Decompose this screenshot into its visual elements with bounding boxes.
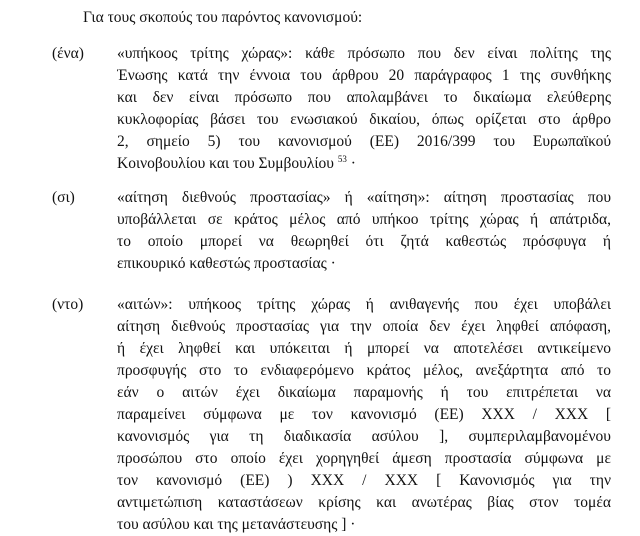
text-line-content: Κοινοβουλίου και του Συμβουλίου (117, 155, 334, 172)
text-line: προσώπου στο οποίο έχει χορηγηθεί άμεση προστασία σύμφωνα με (117, 450, 611, 467)
text-line: τον κανονισμό (ΕΕ) ) XXX / XXX [ Κανονισμός για την (117, 472, 611, 489)
definition-label: (ντο) (52, 296, 84, 313)
text-line: κανονισμός για τη διαδικασία ασύλου ], συμπεριλαμβανομένου (117, 428, 611, 445)
text-line: επικουρικό καθεστώς προστασίας · (117, 255, 336, 272)
text-line: αντιμετώπιση καταστάσεων κρίσης και ανωτέρας βίας στον τομέα (117, 494, 611, 511)
text-line: υποβάλλεται σε κράτος μέλος από υπήκοο τρίτης χώρας ή απάτριδα, (117, 211, 611, 228)
line-end-punctuation: · (346, 155, 356, 172)
text-line (117, 153, 611, 175)
text-line: κυκλοφορίας βάσει του ενωσιακού δικαίου, όπως ορίζεται στο άρθρο (117, 111, 611, 128)
definition-text (117, 294, 611, 536)
text-line: ή έχει ληφθεί και υπόκειται ή μπορεί να αποτελέσει αντικείμενο (117, 340, 611, 357)
definition-text (117, 43, 611, 175)
text-line: του ασύλου και της μετανάστευσης ] · (117, 516, 356, 533)
definition-label: (σι) (52, 189, 75, 206)
text-line: το οποίο μπορεί να θεωρηθεί ότι ζητά καθεστώς πρόσφυγα ή (117, 233, 611, 250)
text-line: εάν ο αιτών έχει δικαίωμα παραμονής ή του επιτρέπεται να (117, 384, 611, 401)
text-line: παραμείνει σύμφωνα με τον κανονισμό (ΕΕ) XXX / XXX [ (117, 406, 611, 423)
text-line: «αίτηση διεθνούς προστασίας» ή «αίτηση»: αίτηση προστασίας που (117, 189, 611, 206)
text-line: αίτηση διεθνούς προστασίας για την οποία δεν έχει ληφθεί απόφαση, (117, 318, 611, 335)
text-line: Ένωσης κατά την έννοια του άρθρου 20 παράγραφος 1 της συνθήκης (117, 67, 611, 84)
text-line: «υπήκοος τρίτης χώρας»: κάθε πρόσωπο που δεν είναι πολίτης της (117, 45, 611, 62)
text-line: «αιτών»: υπήκοος τρίτης χώρας ή ανιθαγενής που έχει υποβάλει (117, 296, 611, 313)
text-line: και δεν είναι πρόσωπο που απολαμβάνει το δικαίωμα ελεύθερης (117, 89, 611, 106)
footnote-marker: 53 (337, 154, 347, 164)
definition-label: (ένα) (52, 45, 84, 62)
intro-text: Για τους σκοπούς του παρόντος κανονισμού: (83, 9, 363, 26)
definition-text (117, 187, 611, 275)
text-line: προσφυγής στο το ενδιαφερόμενο κράτος μέλος, ανεξάρτητα από το (117, 362, 611, 379)
text-line: 2, σημείο 5) του κανονισμού (ΕΕ) 2016/399 του Ευρωπαϊκού (117, 133, 611, 150)
